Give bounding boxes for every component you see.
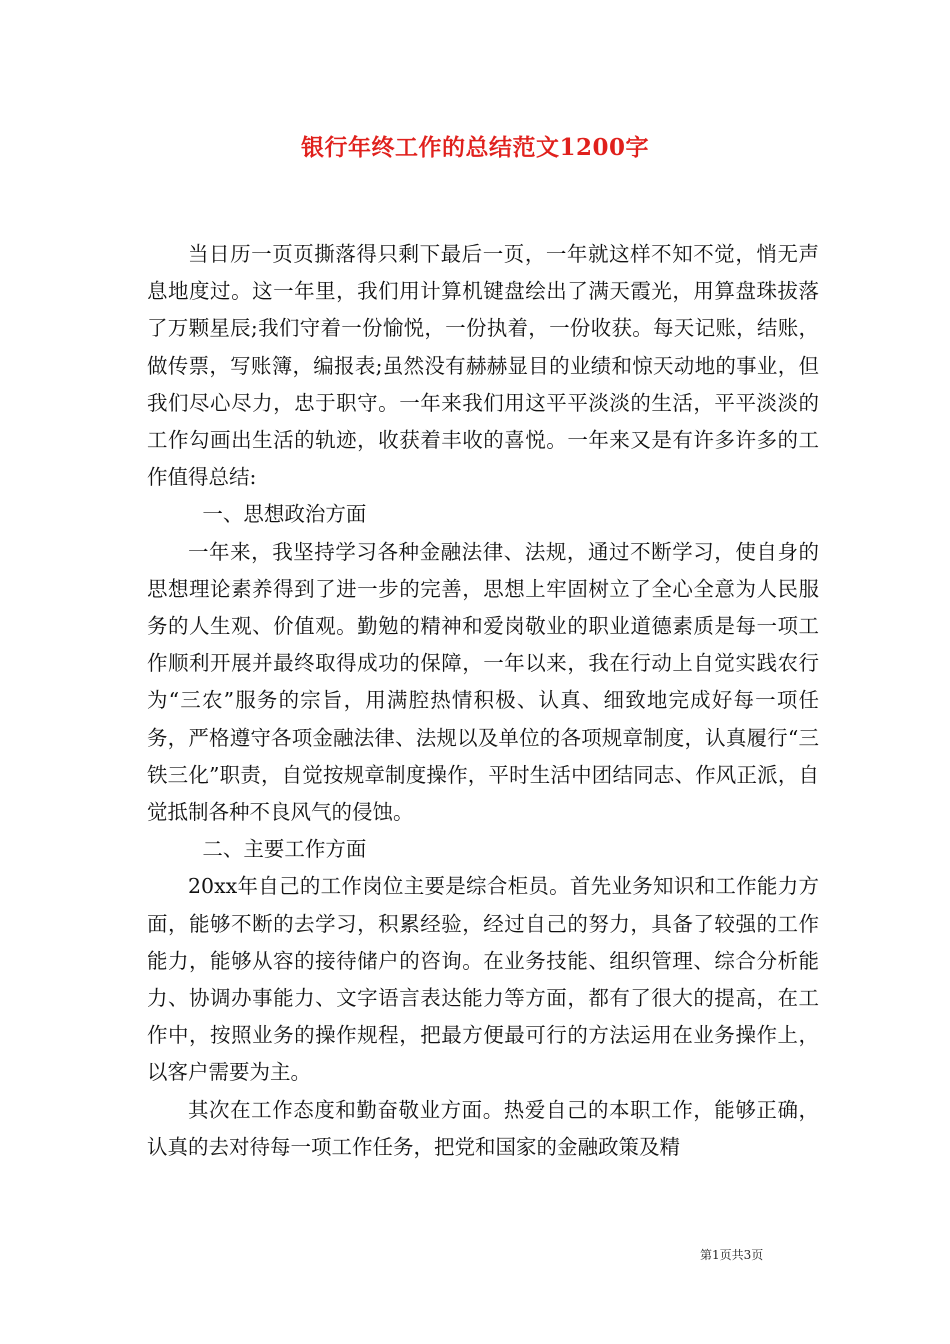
paragraph-work: 20xx年自己的工作岗位主要是综合柜员。首先业务知识和工作能力方面，能够不断的去学习，积累经验，经过自己的努力，具备了较强的工作能力，能够从容的接待储户的咨询。在业务技能、组织管理、综合分析能力、协调办事能力、文字语言表达能力等方面，都有了很大的提高，在工作中，按照业务的操作规程，把最方便最可行的方法运用在业务操作上，以客户需要为主。 xyxy=(147,874,819,1085)
section-heading-politics: 一、思想政治方面 xyxy=(202,502,367,527)
document-body xyxy=(147,236,819,1166)
section-heading-work: 二、主要工作方面 xyxy=(202,837,367,862)
paragraph-politics: 一年来，我坚持学习各种金融法律、法规，通过不断学习，使自身的思想理论素养得到了进一步的完善，思想上牢固树立了全心全意为人民服务的人生观、价值观。勤勉的精神和爱岗敬业的职业道德素质是每一项工作顺利开展并最终取得成功的保障，一年以来，我在行动上自觉实践农行为“三农”服务的宗旨，用满腔热情积极、认真、细致地完成好每一项任务，严格遵守各项金融法律、法规以及单位的各项规章制度，认真履行“三铁三化”职责，自觉按规章制度操作，平时生活中团结同志、作风正派，自觉抵制各种不良风气的侵蚀。 xyxy=(147,539,819,825)
paragraph-intro: 当日历一页页撕落得只剩下最后一页，一年就这样不知不觉，悄无声息地度过。这一年里，我们用计算机键盘绘出了满天霞光，用算盘珠拔落了万颗星辰;我们守着一份愉悦，一份执着，一份收获。每天记账，结账，做传票，写账簿，编报表;虽然没有赫赫显目的业绩和惊天动地的事业，但我们尽心尽力，忠于职守。一年来我们用这平平淡淡的生活，平平淡淡的工作勾画出生活的轨迹，收获着丰收的喜悦。一年来又是有许多许多的工作值得总结: xyxy=(147,242,819,490)
document-title: 银行年终工作的总结范文1200字 xyxy=(300,134,649,161)
paragraph-attitude: 其次在工作态度和勤奋敬业方面。热爱自己的本职工作，能够正确，认真的去对待每一项工作任务，把党和国家的金融政策及精 xyxy=(147,1097,819,1159)
page-number: 第1页共3页 xyxy=(700,1248,764,1262)
